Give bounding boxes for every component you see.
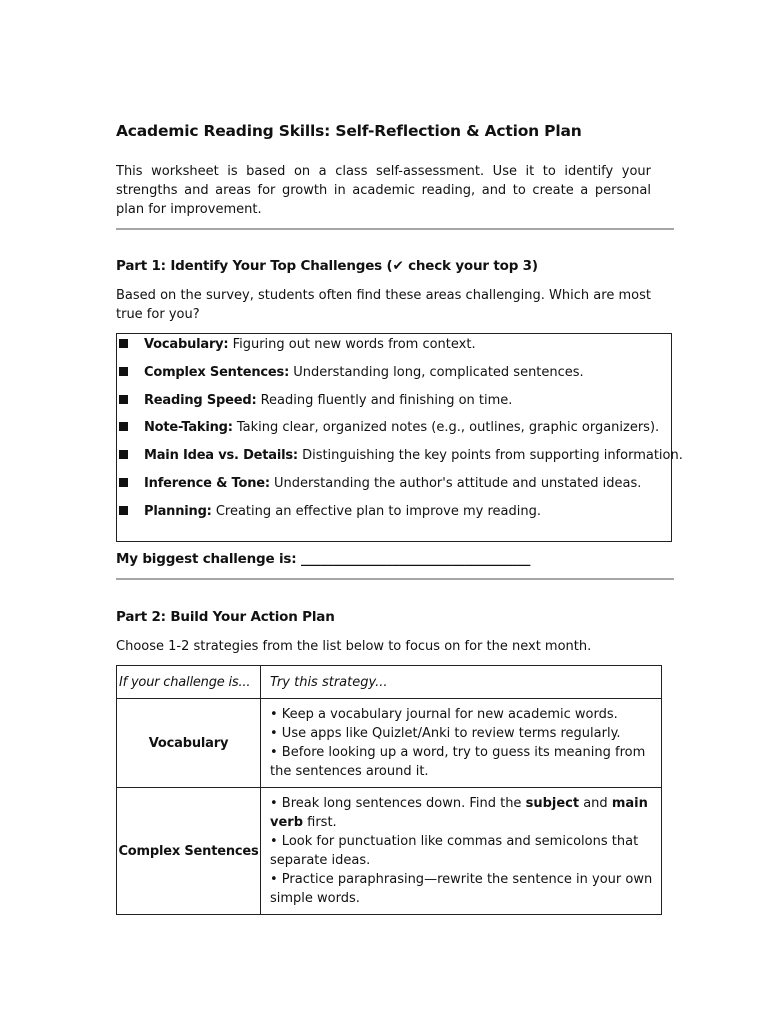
worksheet-page <box>116 0 683 1024</box>
square-bullet-icon <box>119 506 128 515</box>
divider <box>116 578 674 580</box>
challenge-desc: Distinguishing the key points from supporting information. <box>297 448 683 464</box>
challenge-item <box>117 502 671 530</box>
part2-heading: Part 2: Build Your Action Plan <box>116 609 335 625</box>
strategy-cell <box>261 788 662 915</box>
table-row <box>117 699 662 788</box>
challenge-item <box>117 474 671 502</box>
strategy-cell <box>261 699 662 788</box>
challenge-desc: Figuring out new words from context. <box>228 337 476 352</box>
table-row <box>117 788 662 915</box>
col-header-challenge: If your challenge is... <box>117 666 261 699</box>
strategy-item: • Before looking up a word, try to guess its meaning from the sentences around it. <box>270 744 646 779</box>
challenge-cell: Complex Sentences <box>117 788 261 915</box>
strategy-item: • Use apps like Quizlet/Anki to review terms regularly. <box>270 725 621 741</box>
biggest-challenge-blank[interactable]: ___________________________________ <box>300 551 531 567</box>
strategy-text: first. <box>303 814 337 830</box>
table-header-row <box>117 666 662 699</box>
challenge-desc: Understanding the author's attitude and unstated ideas. <box>269 475 642 491</box>
part1-heading: Part 1: Identify Your Top Challenges (✔ check your top 3) <box>116 258 538 274</box>
square-bullet-icon <box>119 367 128 376</box>
strategy-item: • Look for punctuation like commas and semicolons that separate ideas. <box>270 833 639 868</box>
divider <box>116 228 674 230</box>
strategy-table <box>116 665 662 915</box>
challenge-desc: Taking clear, organized notes (e.g., outlines, graphic organizers). <box>232 420 660 436</box>
square-bullet-icon <box>119 450 128 459</box>
challenge-term: Note-Taking: <box>144 420 233 436</box>
page-title: Academic Reading Skills: Self-Reflection & Action Plan <box>116 122 582 140</box>
challenge-cell: Vocabulary <box>117 699 261 788</box>
challenges-box <box>116 333 683 542</box>
challenge-desc: Reading fluently and finishing on time. <box>256 392 513 408</box>
square-bullet-icon <box>119 395 128 404</box>
challenge-term: Main Idea vs. Details: <box>144 448 298 464</box>
challenge-item <box>117 391 671 419</box>
challenge-desc: Creating an effective plan to improve my reading. <box>211 503 541 519</box>
challenge-item <box>117 446 683 474</box>
challenge-term: Vocabulary: <box>144 337 229 352</box>
strategy-item: • Keep a vocabulary journal for new academic words. <box>270 706 618 722</box>
biggest-challenge-label: My biggest challenge is: <box>116 551 301 567</box>
challenge-term: Reading Speed: <box>144 392 257 408</box>
square-bullet-icon <box>119 422 128 431</box>
strategy-emphasis: main verb <box>270 795 648 830</box>
challenge-term: Complex Sentences: <box>144 364 290 380</box>
challenge-term: Planning: <box>144 503 212 519</box>
strategy-text: and <box>579 795 612 811</box>
col-header-strategy: Try this strategy... <box>261 666 662 699</box>
challenge-item <box>117 418 671 446</box>
challenge-desc: Understanding long, complicated sentences. <box>289 364 584 380</box>
intro-paragraph: This worksheet is based on a class self-assessment. Use it to identify your strengths and areas for growth in academic reading, and to create a personal plan for improvement. <box>116 164 651 217</box>
challenge-item <box>117 335 671 363</box>
strategy-item: • Practice paraphrasing—rewrite the sentence in your own simple words. <box>270 871 653 906</box>
part2-prompt: Choose 1-2 strategies from the list below to focus on for the next month. <box>116 639 592 654</box>
challenge-item <box>117 363 671 391</box>
square-bullet-icon <box>119 339 128 348</box>
strategy-emphasis: subject <box>525 795 580 811</box>
part1-prompt: Based on the survey, students often find these areas challenging. Which are most true for you? <box>116 288 651 322</box>
challenge-term: Inference & Tone: <box>144 475 270 491</box>
strategy-item <box>270 794 653 832</box>
square-bullet-icon <box>119 478 128 487</box>
strategy-text: • Break long sentences down. Find the <box>270 795 526 811</box>
biggest-challenge-line <box>116 551 530 567</box>
